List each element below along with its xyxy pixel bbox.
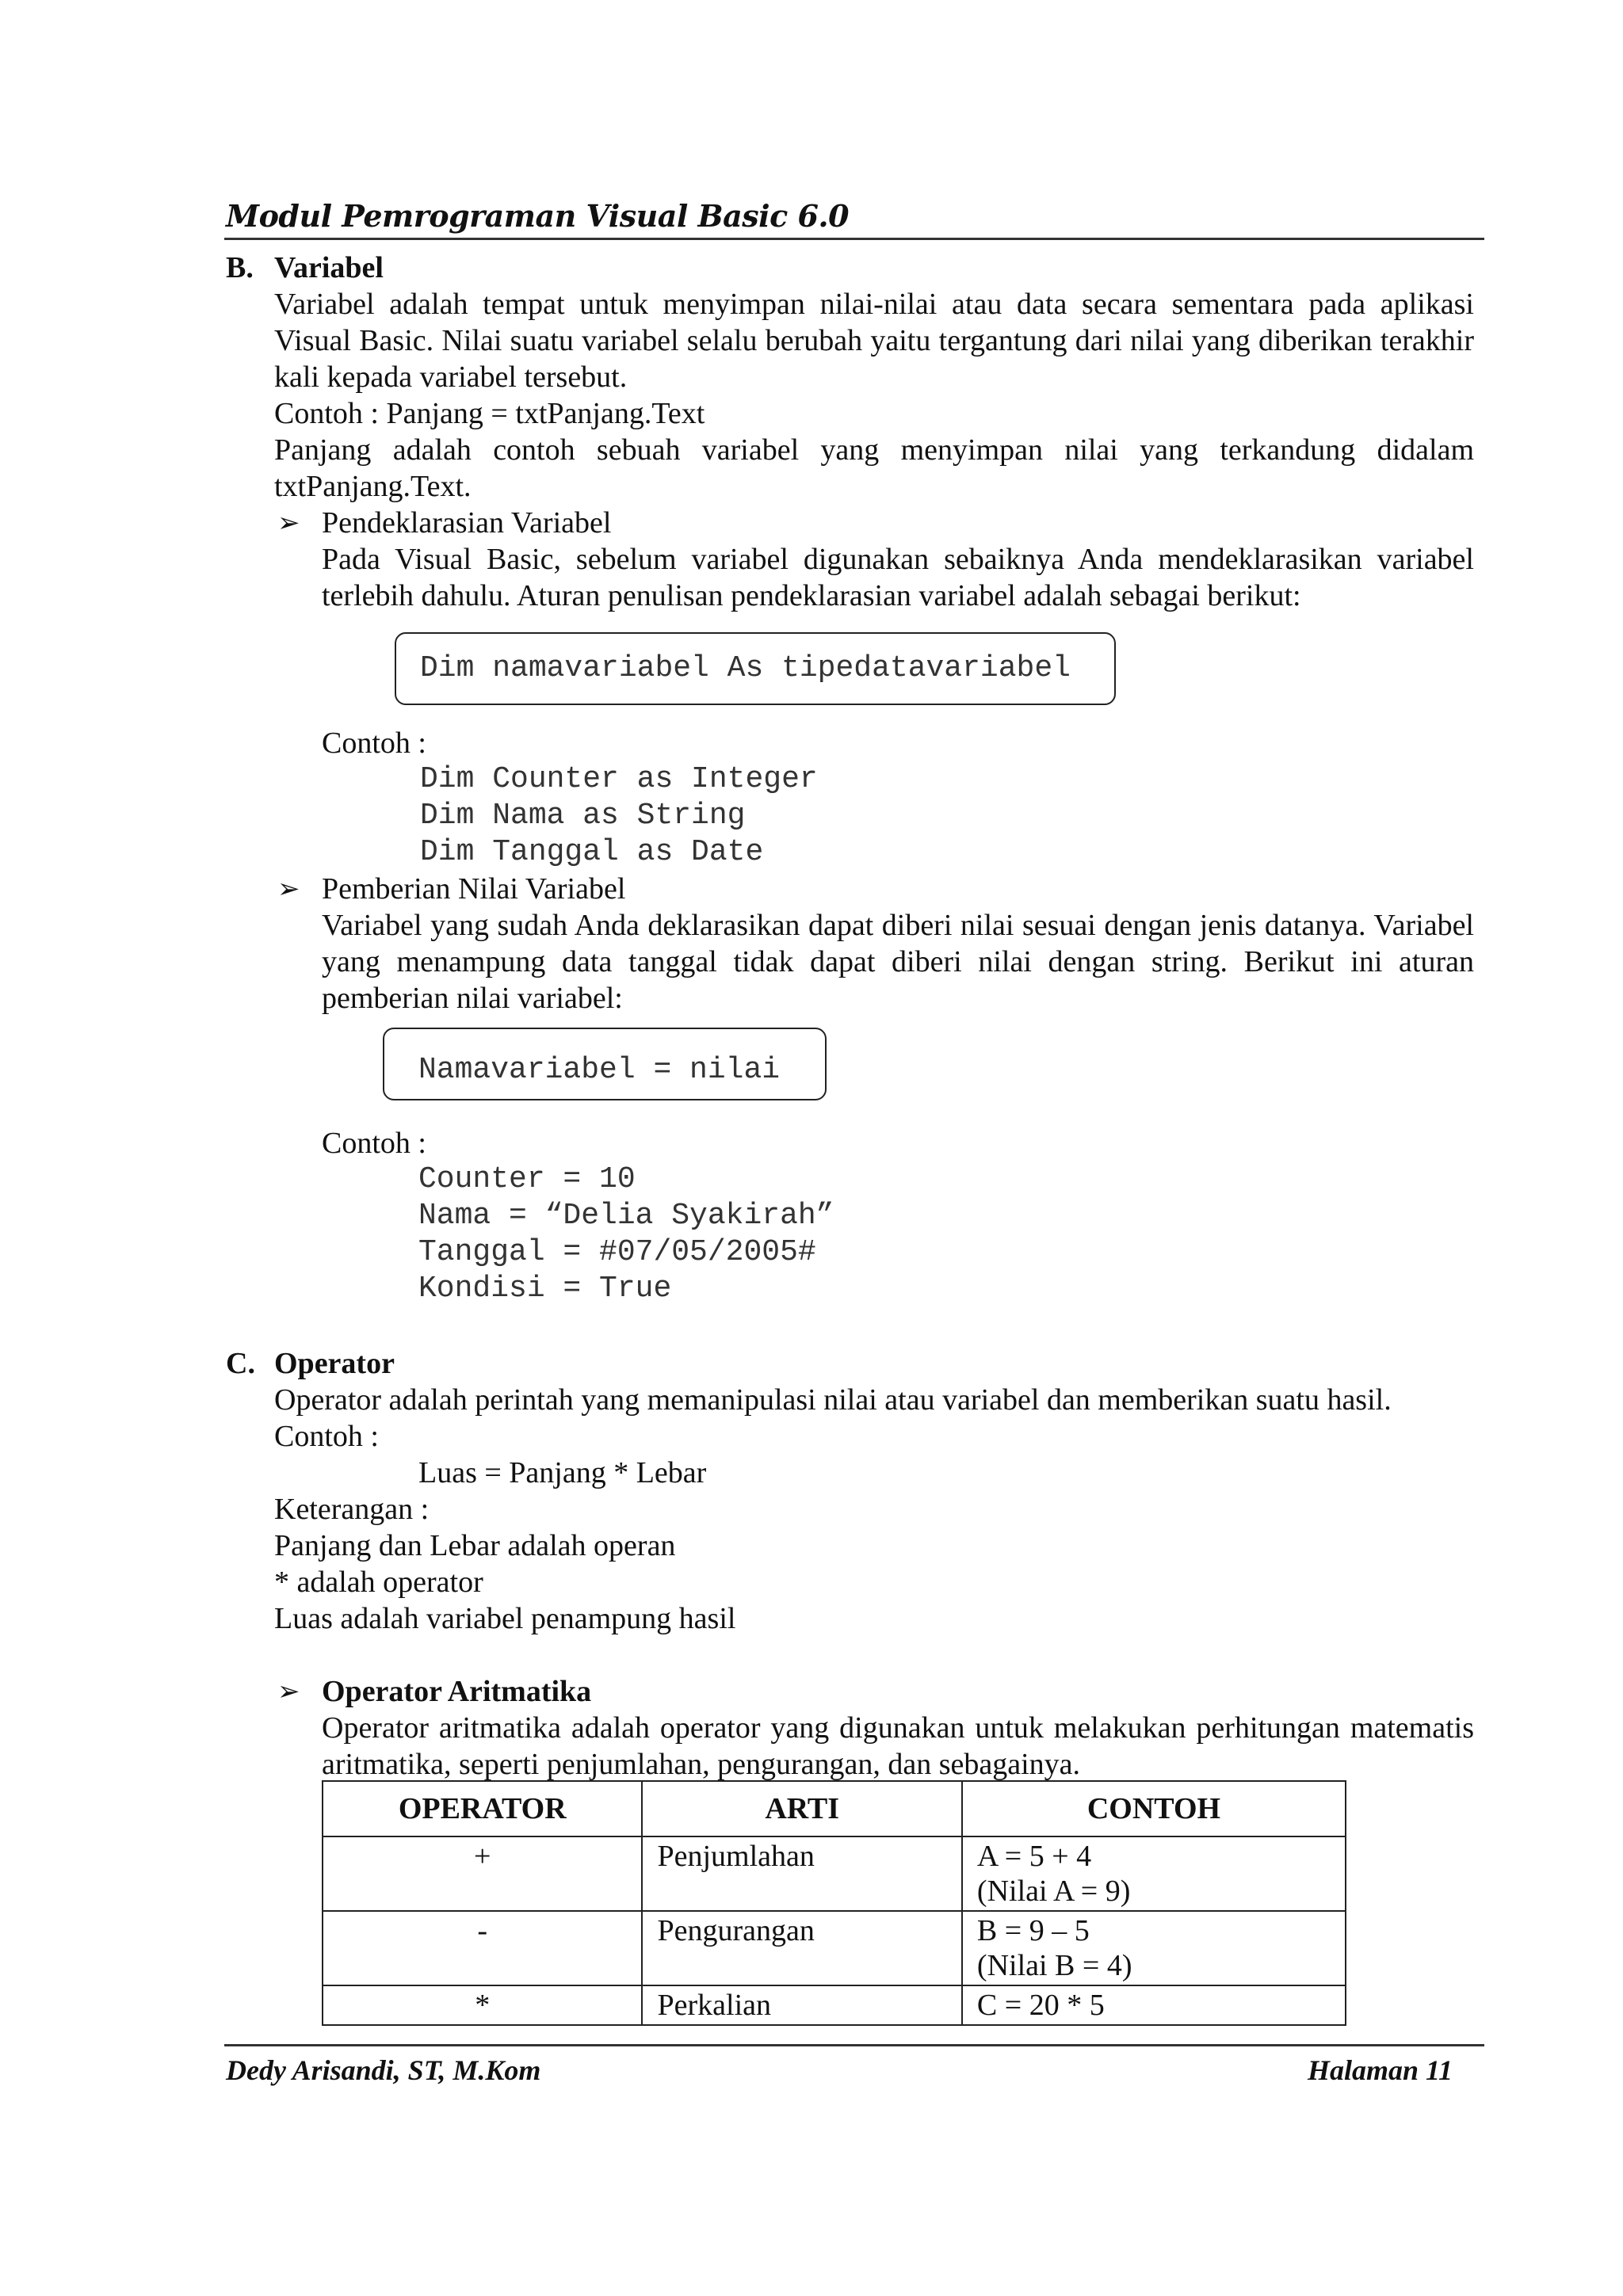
section-c-note: Keterangan :	[274, 1493, 430, 1526]
table-row	[323, 1911, 1346, 1985]
assign-code-line: Nama = “Delia Syakirah”	[418, 1199, 834, 1233]
table-cell-operator: *	[323, 1985, 642, 2025]
decl-code-line: Dim Counter as Integer	[420, 762, 818, 796]
assign-example-label: Contoh :	[322, 1127, 426, 1160]
table-cell-operator: -	[323, 1911, 642, 1985]
assign-paragraph: Variabel yang sudah Anda deklarasikan dapat diberi nilai sesuai dengan jenis datanya. Variabel yang menampung data tanggal tidak dapat diberi nilai dengan string. Berikut ini aturan pemberian nilai variabel:	[322, 909, 1474, 1015]
decl-example-label: Contoh :	[322, 727, 426, 760]
section-c-example-label: Contoh :	[274, 1420, 379, 1453]
assign-title: Pemberian Nilai Variabel	[322, 872, 626, 906]
contoh-line: C = 20 * 5	[976, 1989, 1105, 2022]
section-c-heading: Operator	[274, 1347, 395, 1380]
table-row	[323, 1836, 1346, 1911]
table-row	[323, 1985, 1346, 2025]
section-c-note: * adalah operator	[274, 1566, 483, 1599]
page-header-title: Modul Pemrograman Visual Basic 6.0	[226, 198, 850, 234]
table-cell-contoh	[962, 1985, 1346, 2025]
section-c-note: Luas adalah variabel penampung hasil	[274, 1602, 736, 1635]
arith-title: Operator Aritmatika	[322, 1675, 592, 1708]
table-cell-contoh	[962, 1911, 1346, 1985]
decl-paragraph: Pada Visual Basic, sebelum variabel digunakan sebaiknya Anda mendeklarasikan variabel terlebih dahulu. Aturan penulisan pendeklarasian variabel adalah sebagai berikut:	[322, 543, 1474, 612]
table-cell-contoh	[962, 1836, 1346, 1911]
section-c-letter: C.	[226, 1347, 255, 1380]
section-b-letter: B.	[226, 251, 254, 284]
contoh-line: (Nilai B = 4)	[976, 1949, 1132, 1982]
table-cell-arti: Perkalian	[642, 1985, 961, 2025]
decl-code-line: Dim Nama as String	[420, 799, 746, 833]
table-header-operator: OPERATOR	[323, 1781, 642, 1836]
table-header-contoh: CONTOH	[962, 1781, 1346, 1836]
assign-code-line: Counter = 10	[418, 1162, 636, 1196]
section-b-paragraph: Variabel adalah tempat untuk menyimpan nilai-nilai atau data secara sementara pada aplikasi Visual Basic. Nilai suatu variabel selalu berubah yaitu tergantung dari nilai yang diberikan terakhir kali kepada variabel tersebut.	[274, 288, 1474, 394]
decl-title: Pendeklarasian Variabel	[322, 506, 612, 540]
footer-rule	[224, 2044, 1484, 2046]
table-header-row	[323, 1781, 1346, 1836]
arrow-bullet-icon: ➢	[277, 1677, 300, 1707]
contoh-line: B = 9 – 5	[976, 1914, 1090, 1947]
decl-code-line: Dim Tanggal as Date	[420, 835, 764, 869]
table-header-arti: ARTI	[642, 1781, 961, 1836]
assign-syntax: Namavariabel = nilai	[418, 1053, 781, 1087]
contoh-line: A = 5 + 4	[976, 1840, 1092, 1873]
contoh-line: (Nilai A = 9)	[976, 1875, 1131, 1908]
table-cell-arti: Penjumlahan	[642, 1836, 961, 1911]
section-b-paragraph-2: Panjang adalah contoh sebuah variabel yang menyimpan nilai yang terkandung didalam txtPanjang.Text.	[274, 433, 1474, 503]
section-c-paragraph: Operator adalah perintah yang memanipulasi nilai atau variabel dan memberikan suatu hasil.	[274, 1383, 1392, 1417]
footer-author: Dedy Arisandi, ST, M.Kom	[226, 2054, 541, 2086]
table-cell-arti: Pengurangan	[642, 1911, 961, 1985]
assign-code-line: Kondisi = True	[418, 1272, 672, 1306]
header-rule	[224, 238, 1484, 240]
arrow-bullet-icon: ➢	[277, 875, 300, 904]
section-b-heading: Variabel	[274, 251, 384, 284]
section-b-example-line: Contoh : Panjang = txtPanjang.Text	[274, 397, 705, 430]
arith-paragraph: Operator aritmatika adalah operator yang digunakan untuk melakukan perhitungan matematis aritmatika, seperti penjumlahan, pengurangan, dan sebagainya.	[322, 1711, 1474, 1781]
table-cell-operator: +	[323, 1836, 642, 1911]
section-c-note: Panjang dan Lebar adalah operan	[274, 1529, 676, 1562]
operator-table	[322, 1780, 1346, 2026]
section-c-example-expr: Luas = Panjang * Lebar	[418, 1456, 707, 1489]
arrow-bullet-icon: ➢	[277, 509, 300, 538]
footer-page-number: Halaman 11	[1308, 2054, 1453, 2086]
assign-code-line: Tanggal = #07/05/2005#	[418, 1235, 816, 1269]
decl-syntax: Dim namavariabel As tipedatavariabel	[420, 651, 1071, 685]
